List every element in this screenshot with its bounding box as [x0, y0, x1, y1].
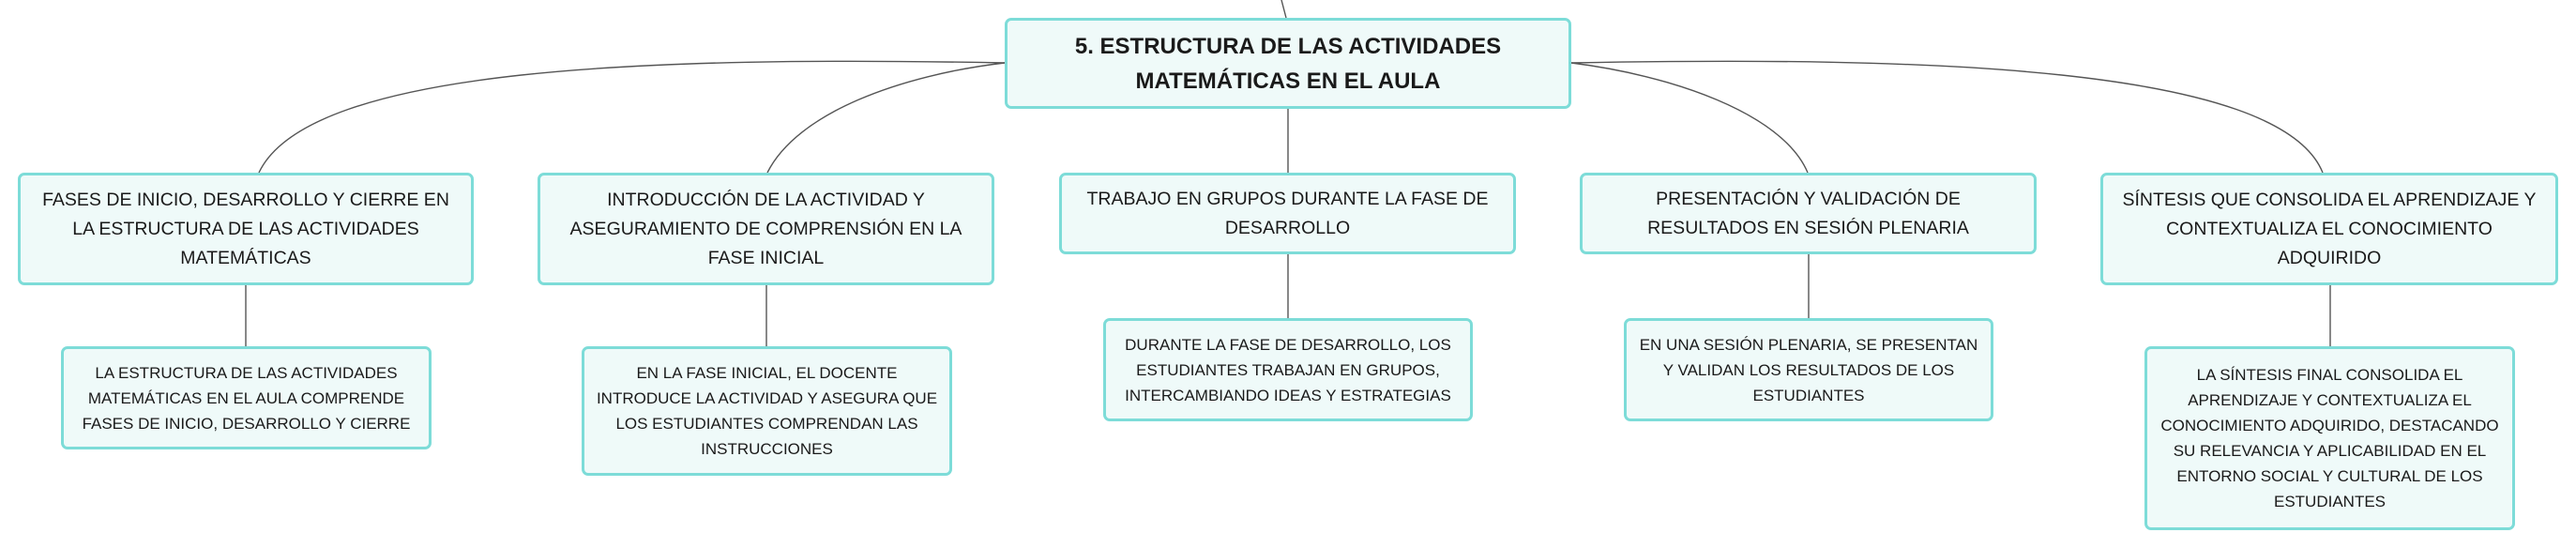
detail-topic-label: EN UNA SESIÓN PLENARIA, SE PRESENTAN Y VALIDAN LOS RESULTADOS DE LOS ESTUDIANTES	[1639, 335, 1978, 404]
detail-topic-label: LA SÍNTESIS FINAL CONSOLIDA EL APRENDIZAJE Y CONTEXTUALIZA EL CONOCIMIENTO ADQUIRIDO, DESTACANDO SU RELEVANCIA Y APLICABILIDAD EN EL ENTORNO SOCIAL Y CULTURAL DE LOS ESTUDIANTES	[2160, 366, 2499, 510]
detail-topic-group-work[interactable]	[1103, 318, 1473, 421]
detail-topic-phases[interactable]	[61, 346, 432, 449]
branch-topic-plenary[interactable]	[1580, 173, 2037, 254]
detail-topic-label: DURANTE LA FASE DE DESARROLLO, LOS ESTUDIANTES TRABAJAN EN GRUPOS, INTERCAMBIANDO IDEAS Y ESTRATEGIAS	[1125, 335, 1451, 404]
connector-parent-to-root	[1281, 0, 1286, 18]
detail-topic-plenary[interactable]	[1624, 318, 1993, 421]
central-topic[interactable]	[1005, 18, 1571, 109]
branch-topic-phases[interactable]	[18, 173, 474, 285]
detail-topic-introduction[interactable]	[582, 346, 952, 476]
branch-topic-introduction[interactable]	[538, 173, 994, 285]
branch-topic-label: TRABAJO EN GRUPOS DURANTE LA FASE DE DESARROLLO	[1086, 188, 1489, 238]
connector-root-to-branch-1	[259, 61, 1005, 173]
branch-topic-group-work[interactable]	[1059, 173, 1516, 254]
detail-topic-label: LA ESTRUCTURA DE LAS ACTIVIDADES MATEMÁTICAS EN EL AULA COMPRENDE FASES DE INICIO, DESARROLLO Y CIERRE	[82, 363, 411, 433]
detail-topic-label: EN LA FASE INICIAL, EL DOCENTE INTRODUCE LA ACTIVIDAD Y ASEGURA QUE LOS ESTUDIANTES COMPRENDAN LAS INSTRUCCIONES	[596, 364, 938, 458]
branch-topic-synthesis[interactable]	[2100, 173, 2558, 285]
connector-root-to-branch-2	[767, 63, 1005, 173]
branch-topic-label: SÍNTESIS QUE CONSOLIDA EL APRENDIZAJE Y CONTEXTUALIZA EL CONOCIMIENTO ADQUIRIDO	[2122, 189, 2537, 268]
branch-topic-label: INTRODUCCIÓN DE LA ACTIVIDAD Y ASEGURAMIENTO DE COMPRENSIÓN EN LA FASE INICIAL	[569, 189, 962, 268]
connector-root-to-branch-4	[1571, 63, 1808, 173]
central-topic-label: 5. ESTRUCTURA DE LAS ACTIVIDADES MATEMÁTICAS EN EL AULA	[1074, 33, 1502, 94]
branch-topic-label: FASES DE INICIO, DESARROLLO Y CIERRE EN LA ESTRUCTURA DE LAS ACTIVIDADES MATEMÁTICAS	[42, 189, 449, 268]
branch-topic-label: PRESENTACIÓN Y VALIDACIÓN DE RESULTADOS EN SESIÓN PLENARIA	[1647, 188, 1969, 238]
connector-root-to-branch-5	[1571, 61, 2323, 173]
detail-topic-synthesis[interactable]	[2144, 346, 2515, 530]
